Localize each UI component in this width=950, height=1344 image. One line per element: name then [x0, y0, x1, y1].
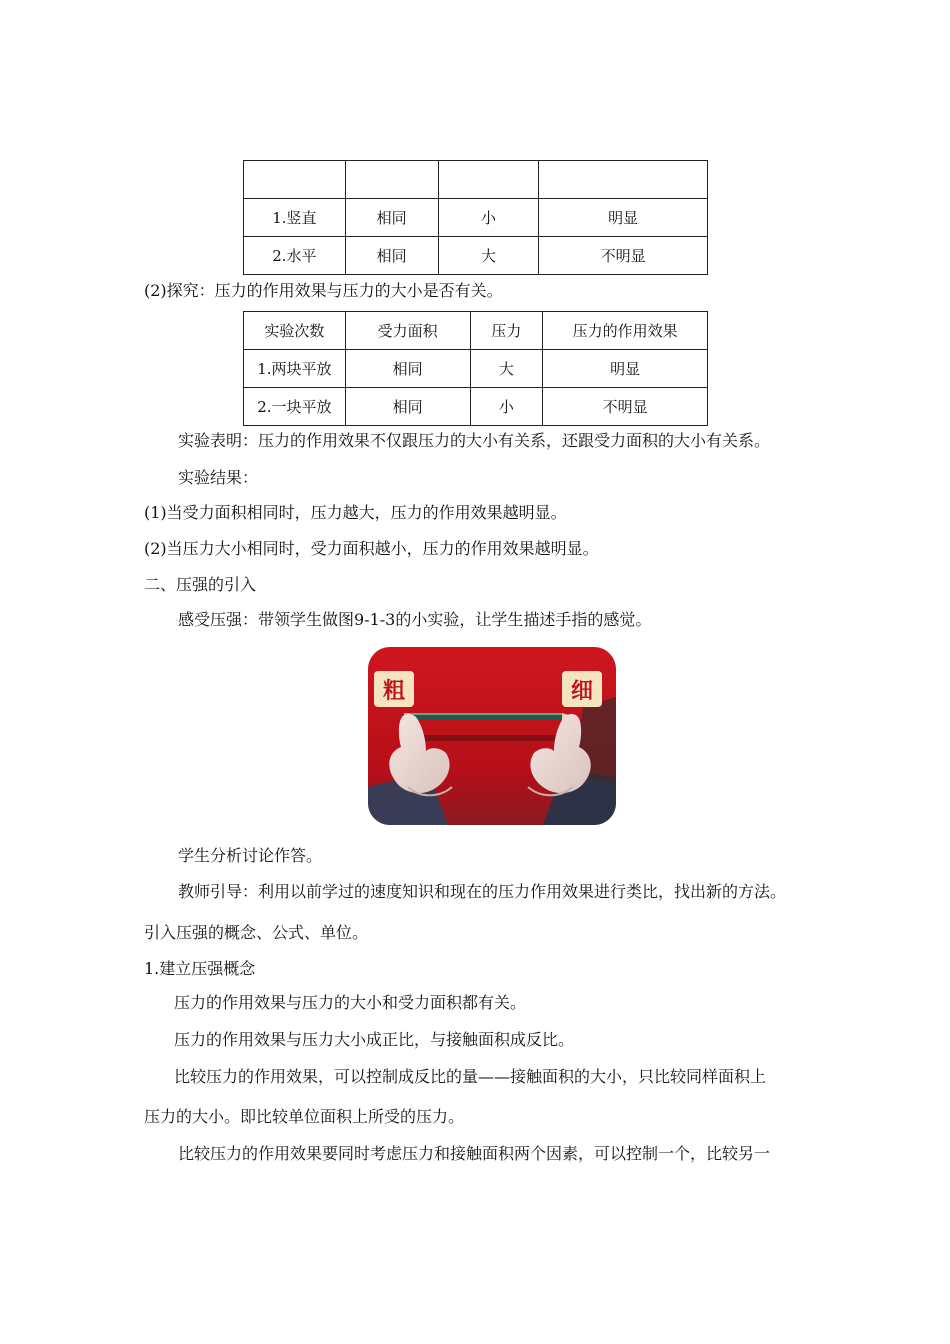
- table-header-cell: 压力的作用效果: [543, 312, 708, 350]
- concept-p2: 压力的作用效果与压力大小成正比，与接触面积成反比。: [174, 1030, 575, 1049]
- table-row: [244, 350, 708, 388]
- concept-p3-line2: 压力的大小。即比较单位面积上所受的压力。: [144, 1107, 465, 1126]
- probe2-heading: (2)探究：压力的作用效果与压力的大小是否有关。: [144, 281, 503, 300]
- table-cell: 相同: [345, 350, 470, 388]
- table-cell: 大: [438, 237, 539, 275]
- feel-pressure: 感受压强：带领学生做图9-1-3的小实验，让学生描述手指的感觉。: [178, 610, 652, 629]
- table-header-cell: 实验次数: [244, 312, 346, 350]
- experiment-result-label: 实验结果：: [178, 468, 259, 487]
- table-cell: 小: [438, 199, 539, 237]
- table-row: [244, 388, 708, 426]
- table-header-cell: 压力: [470, 312, 543, 350]
- label-thick: 粗: [374, 671, 414, 707]
- table-cell: 相同: [345, 237, 438, 275]
- experiment-shows: 实验表明：压力的作用效果不仅跟压力的大小有关系，还跟受力面积的大小有关系。: [178, 431, 771, 450]
- concept-p3-line1: 比较压力的作用效果，可以控制成反比的量——接触面积的大小，只比较同样面积上: [174, 1067, 767, 1086]
- table-cell: [244, 161, 346, 199]
- teacher-guide-2: 引入压强的概念、公式、单位。: [144, 923, 369, 942]
- student-discuss: 学生分析讨论作答。: [178, 846, 323, 865]
- concept-heading: 1.建立压强概念: [144, 959, 256, 978]
- concept-p4: 比较压力的作用效果要同时考虑压力和接触面积两个因素，可以控制一个，比较另一: [178, 1144, 771, 1163]
- table-cell: 小: [470, 388, 543, 426]
- table-cell: [345, 161, 438, 199]
- table-row: [244, 237, 708, 275]
- table-cell: 明显: [543, 350, 708, 388]
- section2-heading: 二、压强的引入: [144, 575, 257, 594]
- table-pressure-magnitude: [243, 311, 708, 426]
- table-row: [244, 199, 708, 237]
- label-thin: 细: [562, 671, 602, 707]
- table-cell: 明显: [539, 199, 708, 237]
- table-header-cell: 受力面积: [345, 312, 470, 350]
- table-cell: 2.水平: [244, 237, 346, 275]
- table-cell: [438, 161, 539, 199]
- table-cell: 不明显: [543, 388, 708, 426]
- concept-p1: 压力的作用效果与压力的大小和受力面积都有关。: [174, 993, 527, 1012]
- table-cell: 1.竖直: [244, 199, 346, 237]
- result-1: (1)当受力面积相同时，压力越大，压力的作用效果越明显。: [144, 503, 567, 522]
- pencil-fingers-photo: [368, 647, 616, 825]
- table-cell: 1.两块平放: [244, 350, 346, 388]
- table-contact-area: [243, 160, 708, 275]
- table-cell: 不明显: [539, 237, 708, 275]
- teacher-guide-1: 教师引导：利用以前学过的速度知识和现在的压力作用效果进行类比，找出新的方法。: [178, 882, 787, 901]
- table-cell: [539, 161, 708, 199]
- table-cell: 2.一块平放: [244, 388, 346, 426]
- table-cell: 相同: [345, 388, 470, 426]
- table-cell: 相同: [345, 199, 438, 237]
- table-row: [244, 161, 708, 199]
- result-2: (2)当压力大小相同时，受力面积越小，压力的作用效果越明显。: [144, 539, 599, 558]
- table-cell: 大: [470, 350, 543, 388]
- table-header-row: [244, 312, 708, 350]
